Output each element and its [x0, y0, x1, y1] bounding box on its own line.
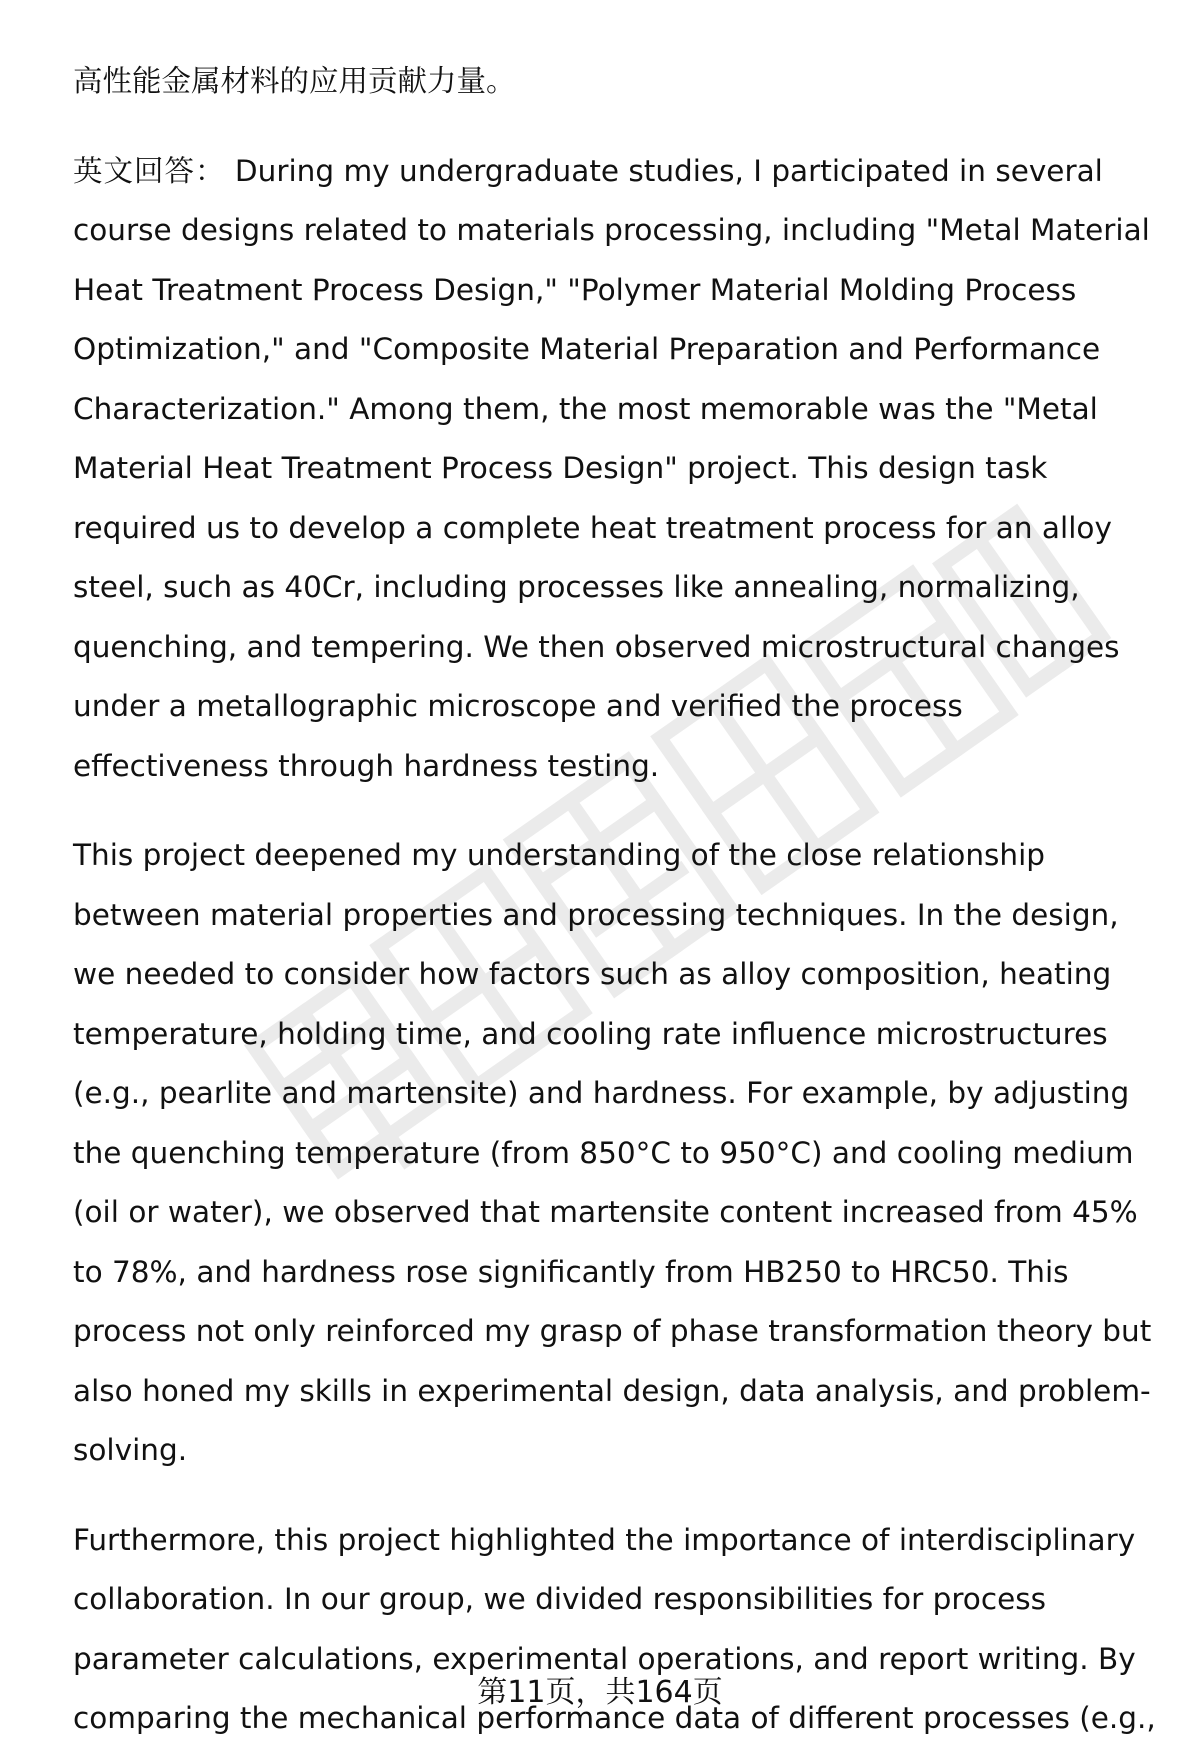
intro-line: 高性能金属材料的应用贡献力量。 — [73, 64, 516, 98]
answer-paragraph-2: This project deepened my understanding of the close relationship between material properties and processing techniques. In the design, we needed to consider how factors such as alloy composition, heating temperature, holding time, and cooling rate influence microstructures (e.g., pearlite and martensite) and hardness. For example, by adjusting the quenching temperature (from 850°C to 950°C) and cooling medium (oil or water), we observed that martensite content increased from 45% to 78%, and hardness rose significantly from HB250 to HRC50. This process not only reinforced my grasp of phase transformation theory but also honed my skills in experimental design, data analysis, and problem-solving. — [73, 838, 1152, 1467]
answer-paragraph-1 — [73, 142, 1163, 797]
page-number-footer: 第11页，共164页 — [477, 1675, 723, 1710]
answer-label: 英文回答： — [73, 153, 226, 188]
document-body — [73, 52, 1163, 1749]
answer-paragraph-3: Furthermore, this project highlighted the importance of interdisciplinary collaboration. In our group, we divided responsibilities for process parameter calculations, experimental operations, and report writing. By comparing the mechanical performance data of different processes (e.g., — [73, 1522, 1156, 1735]
paragraph-1-text: During my undergraduate studies, I participated in several course designs related to materials processing, including "Metal Material Heat Treatment Process Design," "Polymer Material Molding Process Optimization," and "Composite Material Preparation and Performance Characterization." Among them, the most memorable was the "Metal Material Heat Treatment Process Design" project. This design task required us to develop a complete heat treatment process for an alloy steel, such as 40Cr, including processes like annealing, normalizing, quenching, and tempering. We then observed microstructural changes under a metallographic microscope and verified the process effectiveness through hardness testing. — [73, 153, 1150, 783]
